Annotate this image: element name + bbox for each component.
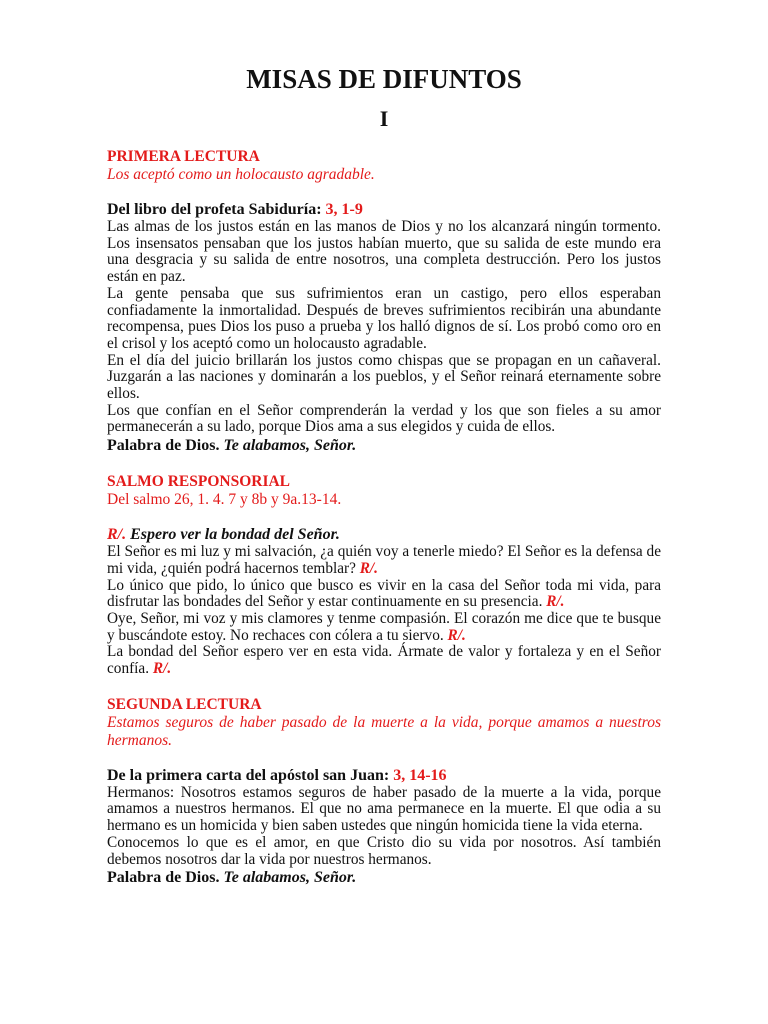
psalm-response-text: Espero ver la bondad del Señor. [126, 526, 340, 544]
second-reading-paragraph-2: Conocemos lo que es el amor, en que Cristo dio su vida por nosotros. Así también debemos nosotros dar la vida por nuestros hermanos. [107, 833, 661, 868]
psalm-stanza-4 [107, 644, 661, 677]
psalm-stanza-4-marker: R/. [152, 660, 172, 678]
second-reading-closing-text: Palabra de Dios. [107, 869, 224, 887]
psalm-stanza-1 [107, 544, 661, 577]
first-reading-subtitle: Los aceptó como un holocausto agradable. [107, 166, 375, 183]
first-reading-closing-text: Palabra de Dios. [107, 437, 224, 455]
first-reading-paragraph-3: En el día del juicio brillarán los justos como chispas que se propagan en un cañaveral. Juzgarán a las naciones y dominarán a los pueblos, y el Señor reinará eternamente sobre ellos. [107, 351, 661, 403]
second-reading-source [107, 766, 661, 785]
psalm-stanza-2-marker: R/. [546, 593, 565, 611]
second-reading-heading: SEGUNDA LECTURA [107, 695, 262, 713]
psalm-stanza-1-text: El Señor es mi luz y mi salvación, ¿a quién voy a tenerle miedo? El Señor es la defensa de mi vida, ¿quién podrá hacernos temblar? [107, 543, 661, 577]
psalm-heading: SALMO RESPONSORIAL [107, 473, 291, 491]
psalm-response-marker: R/. [107, 526, 127, 544]
psalm-stanza-3-marker: R/. [447, 626, 466, 644]
first-reading-section [107, 148, 661, 455]
mass-number: I [379, 106, 389, 131]
first-reading-paragraph-1: Las almas de los justos están en las manos de Dios y no los alcanzará ningún tormento. Los insensatos pensaban que los justos habían muerto, que su salida de este mundo era una desgracia y su salida de entre nosotros, una completa destrucción. Pero los justos están en paz. [107, 218, 661, 286]
first-reading-source [107, 200, 661, 219]
document-title: MISAS DE DIFUNTOS [246, 64, 522, 94]
first-reading-paragraph-4: Los que confían en el Señor comprenderán la verdad y los que son fieles a su amor permanecerán a su lado, porque Dios ama a sus elegidos y cuida de ellos. [107, 401, 661, 436]
psalm-section [107, 473, 661, 678]
first-reading-source-ref: 3, 1-9 [325, 201, 363, 218]
second-reading-source-text: De la primera carta del apóstol san Juan: [107, 766, 394, 784]
second-reading-subtitle: Estamos seguros de haber pasado de la muerte a la vida, porque amamos a nuestros hermanos. [107, 713, 661, 749]
first-reading-heading: PRIMERA LECTURA [107, 148, 260, 165]
second-reading-paragraph-1: Hermanos: Nosotros estamos seguros de haber pasado de la muerte a la vida, porque amamos a nuestros hermanos. El que no ama permanece en la muerte. El que odia a su hermano es un homicida y bien saben ustedes que ningún homicida tiene la vida eterna. [107, 783, 661, 835]
psalm-stanza-1-marker: R/. [359, 559, 379, 577]
psalm-stanza-2 [107, 578, 661, 611]
first-reading-paragraph-2: La gente pensaba que sus sufrimientos eran un castigo, pero ellos esperaban confiadamente la inmortalidad. Después de breves sufrimientos recibirán una abundante recompensa, pues Dios los puso a prueba y los halló dignos de sí. Los probó como oro en el crisol y los aceptó como un holocausto agradable. [107, 284, 661, 352]
psalm-stanza-4-text: La bondad del Señor espero ver en esta vida. Ármate de valor y fortaleza y en el Señor confía. [107, 643, 661, 678]
psalm-stanza-3-text: Oye, Señor, mi voz y mis clamores y tenme compasión. El corazón me dice que te busque y buscándote estoy. No rechaces con cólera a tu siervo. [107, 609, 661, 644]
second-reading-section [107, 696, 661, 888]
second-reading-closing-response: Te alabamos, Señor. [223, 869, 357, 887]
psalm-stanza-3 [107, 611, 661, 644]
first-reading-closing-response: Te alabamos, Señor. [223, 437, 357, 455]
psalm-response [107, 525, 661, 544]
first-reading-closing [107, 436, 661, 455]
second-reading-closing [107, 868, 661, 887]
first-reading-source-text: Del libro del profeta Sabiduría: [107, 201, 326, 218]
psalm-source: Del salmo 26, 1. 4. 7 y 8b y 9a.13-14. [107, 491, 342, 509]
second-reading-source-ref: 3, 14-16 [393, 766, 447, 784]
psalm-stanza-2-text: Lo único que pido, lo único que busco es vivir en la casa del Señor toda mi vida, para disfrutar las bondades del Señor y estar continuamente en su presencia. [107, 576, 661, 611]
